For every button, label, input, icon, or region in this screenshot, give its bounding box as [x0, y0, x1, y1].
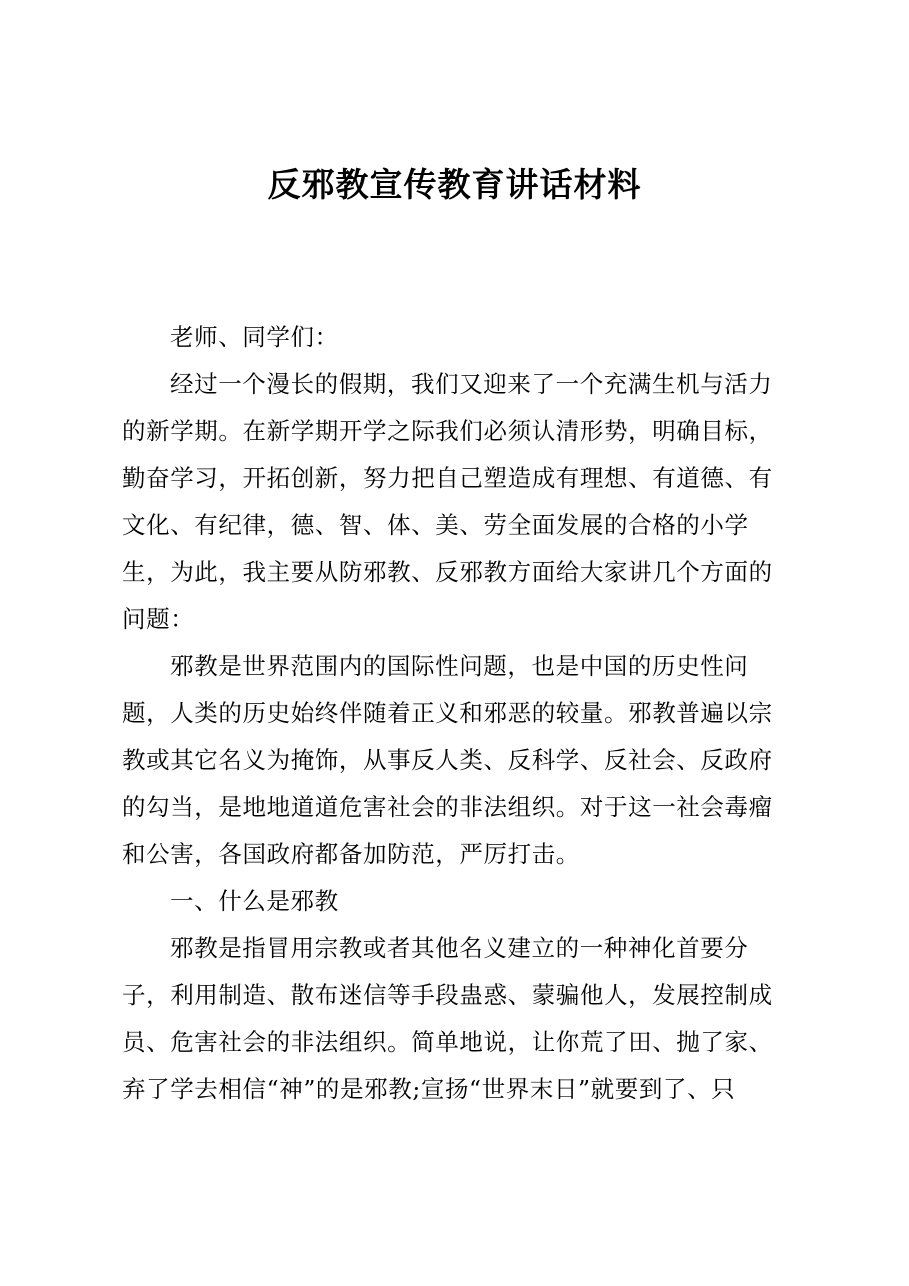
paragraph-line: 教或其它名义为掩饰，从事反人类、反科学、反社会、反政府: [122, 746, 773, 774]
paragraph-line: 弃了学去相信“神”的是邪教;宣扬“世界末日”就要到了、只: [122, 1075, 736, 1103]
paragraph-line: 问题：: [122, 605, 195, 633]
document-body: [122, 314, 798, 1113]
paragraph-line: 和公害，各国政府都备加防范，严厉打击。: [122, 840, 580, 868]
document-title: 反邪教宣传教育讲话材料: [267, 165, 642, 204]
paragraph-line: 邪教是指冒用宗教或者其他名义建立的一种神化首要分: [170, 934, 749, 962]
paragraph-line: 的勾当，是地地道道危害社会的非法组织。对于这一社会毒瘤: [122, 793, 773, 821]
paragraph-line: 题，人类的历史始终伴随着正义和邪恶的较量。邪教普遍以宗: [122, 699, 773, 727]
paragraph-line: 文化、有纪律，德、智、体、美、劳全面发展的合格的小学: [122, 511, 749, 539]
paragraph-line: 勤奋学习，开拓创新，努力把自己塑造成有理想、有道德、有: [122, 464, 773, 492]
paragraph-line: 邪教是世界范围内的国际性问题，也是中国的历史性问: [170, 652, 749, 680]
paragraph-line: 生，为此，我主要从防邪教、反邪教方面给大家讲几个方面的: [122, 558, 773, 586]
salutation-line: 老师、同学们：: [170, 323, 339, 351]
paragraph-line: 的新学期。在新学期开学之际我们必须认清形势，明确目标，: [122, 417, 773, 445]
section-heading: 一、什么是邪教: [170, 887, 339, 915]
paragraph-line: 经过一个漫长的假期，我们又迎来了一个充满生机与活力: [170, 370, 773, 398]
paragraph-line: 员、危害社会的非法组织。简单地说，让你荒了田、抛了家、: [122, 1028, 773, 1056]
paragraph-line: 子，利用制造、散布迷信等手段蛊惑、蒙骗他人，发展控制成: [122, 981, 773, 1009]
